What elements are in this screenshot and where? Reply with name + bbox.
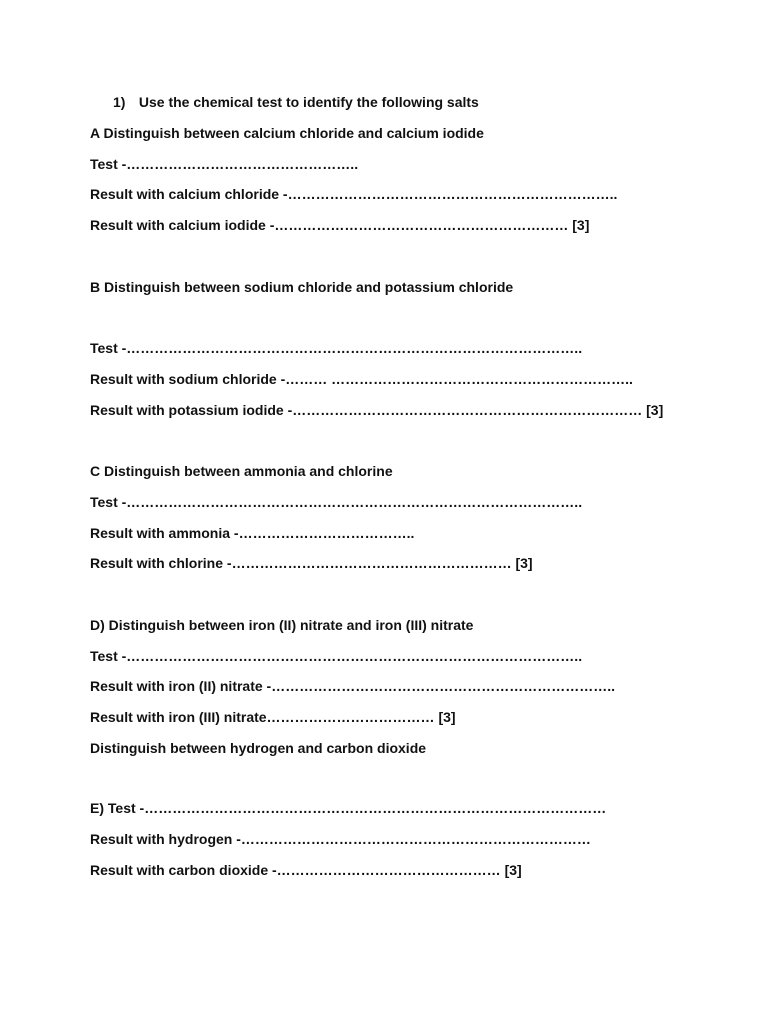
section-a-test-line: Test -…………………………………………..	[90, 156, 359, 172]
section-e-test-line: E) Test -………………………………………………………………………………………	[90, 800, 607, 816]
section-d-test-line: Test -……………………………………………………………………………………..	[90, 648, 583, 664]
section-c-result-1: Result with ammonia -………………………………..	[90, 525, 415, 541]
section-e-result-1: Result with hydrogen -…………………………………………………………………	[90, 831, 591, 847]
question-title: Use the chemical test to identify the following salts	[138, 94, 479, 110]
section-b-test-line: Test -……………………………………………………………………………………..	[90, 340, 583, 356]
section-a-result-2: Result with calcium iodide -……………………………………………………… [3]	[90, 217, 590, 233]
section-a-result-1: Result with calcium chloride -……………………………………………………………..	[90, 186, 618, 202]
section-d-result-2: Result with iron (III) nitrate……………………………… [3]	[90, 709, 456, 725]
question-number: 1)	[113, 94, 126, 110]
section-d-result-1: Result with iron (II) nitrate -………………………………………………………………..	[90, 678, 615, 694]
section-b-heading: B Distinguish between sodium chloride and potassium chloride	[90, 279, 514, 295]
question-title-row	[113, 93, 479, 111]
section-c-result-2: Result with chlorine -…………………………………………………… [3]	[90, 555, 533, 571]
section-d-heading: D) Distinguish between iron (II) nitrate and iron (III) nitrate	[90, 617, 474, 633]
section-b-result-1: Result with sodium chloride -……… ………………………………………………………..	[90, 371, 633, 387]
section-c-heading: C Distinguish between ammonia and chlorine	[90, 463, 393, 479]
section-e-heading: Distinguish between hydrogen and carbon dioxide	[90, 740, 427, 756]
section-e-result-2: Result with carbon dioxide -………………………………………… [3]	[90, 862, 522, 878]
section-a-heading: A Distinguish between calcium chloride and calcium iodide	[90, 125, 484, 141]
section-b-result-2: Result with potassium iodide -………………………………………………………………… [3]	[90, 402, 664, 418]
section-c-test-line: Test -……………………………………………………………………………………..	[90, 494, 583, 510]
